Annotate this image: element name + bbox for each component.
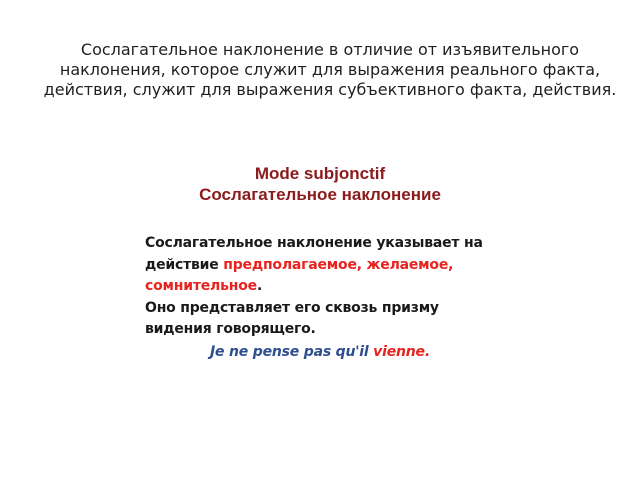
- definition-paragraph: [145, 233, 495, 298]
- heading-line-russian: Сослагательное наклонение: [199, 185, 441, 204]
- example-prefix: Je ne pense pas qu'il: [210, 343, 374, 360]
- definition-highlight: предполагаемое, желаемое, сомнительное: [145, 256, 454, 294]
- example-verb: vienne.: [373, 343, 430, 360]
- example-sentence: [145, 342, 495, 364]
- slide-heading: [120, 163, 520, 205]
- definition-block: [145, 233, 495, 363]
- definition-lead: Сослагательное наклонение указывает на действие: [145, 235, 483, 273]
- heading-line-french: Mode subjonctif: [254, 164, 386, 183]
- perspective-sentence: Оно представляет его сквозь призму видения говорящего.: [145, 299, 439, 337]
- definition-lead-end: .: [256, 278, 263, 294]
- intro-paragraph: Сослагательное наклонение в отличие от изъявительного наклонения, которое служит для выражения реального факта, действия, служит для выражения субъективного факта, действия.: [43, 40, 617, 99]
